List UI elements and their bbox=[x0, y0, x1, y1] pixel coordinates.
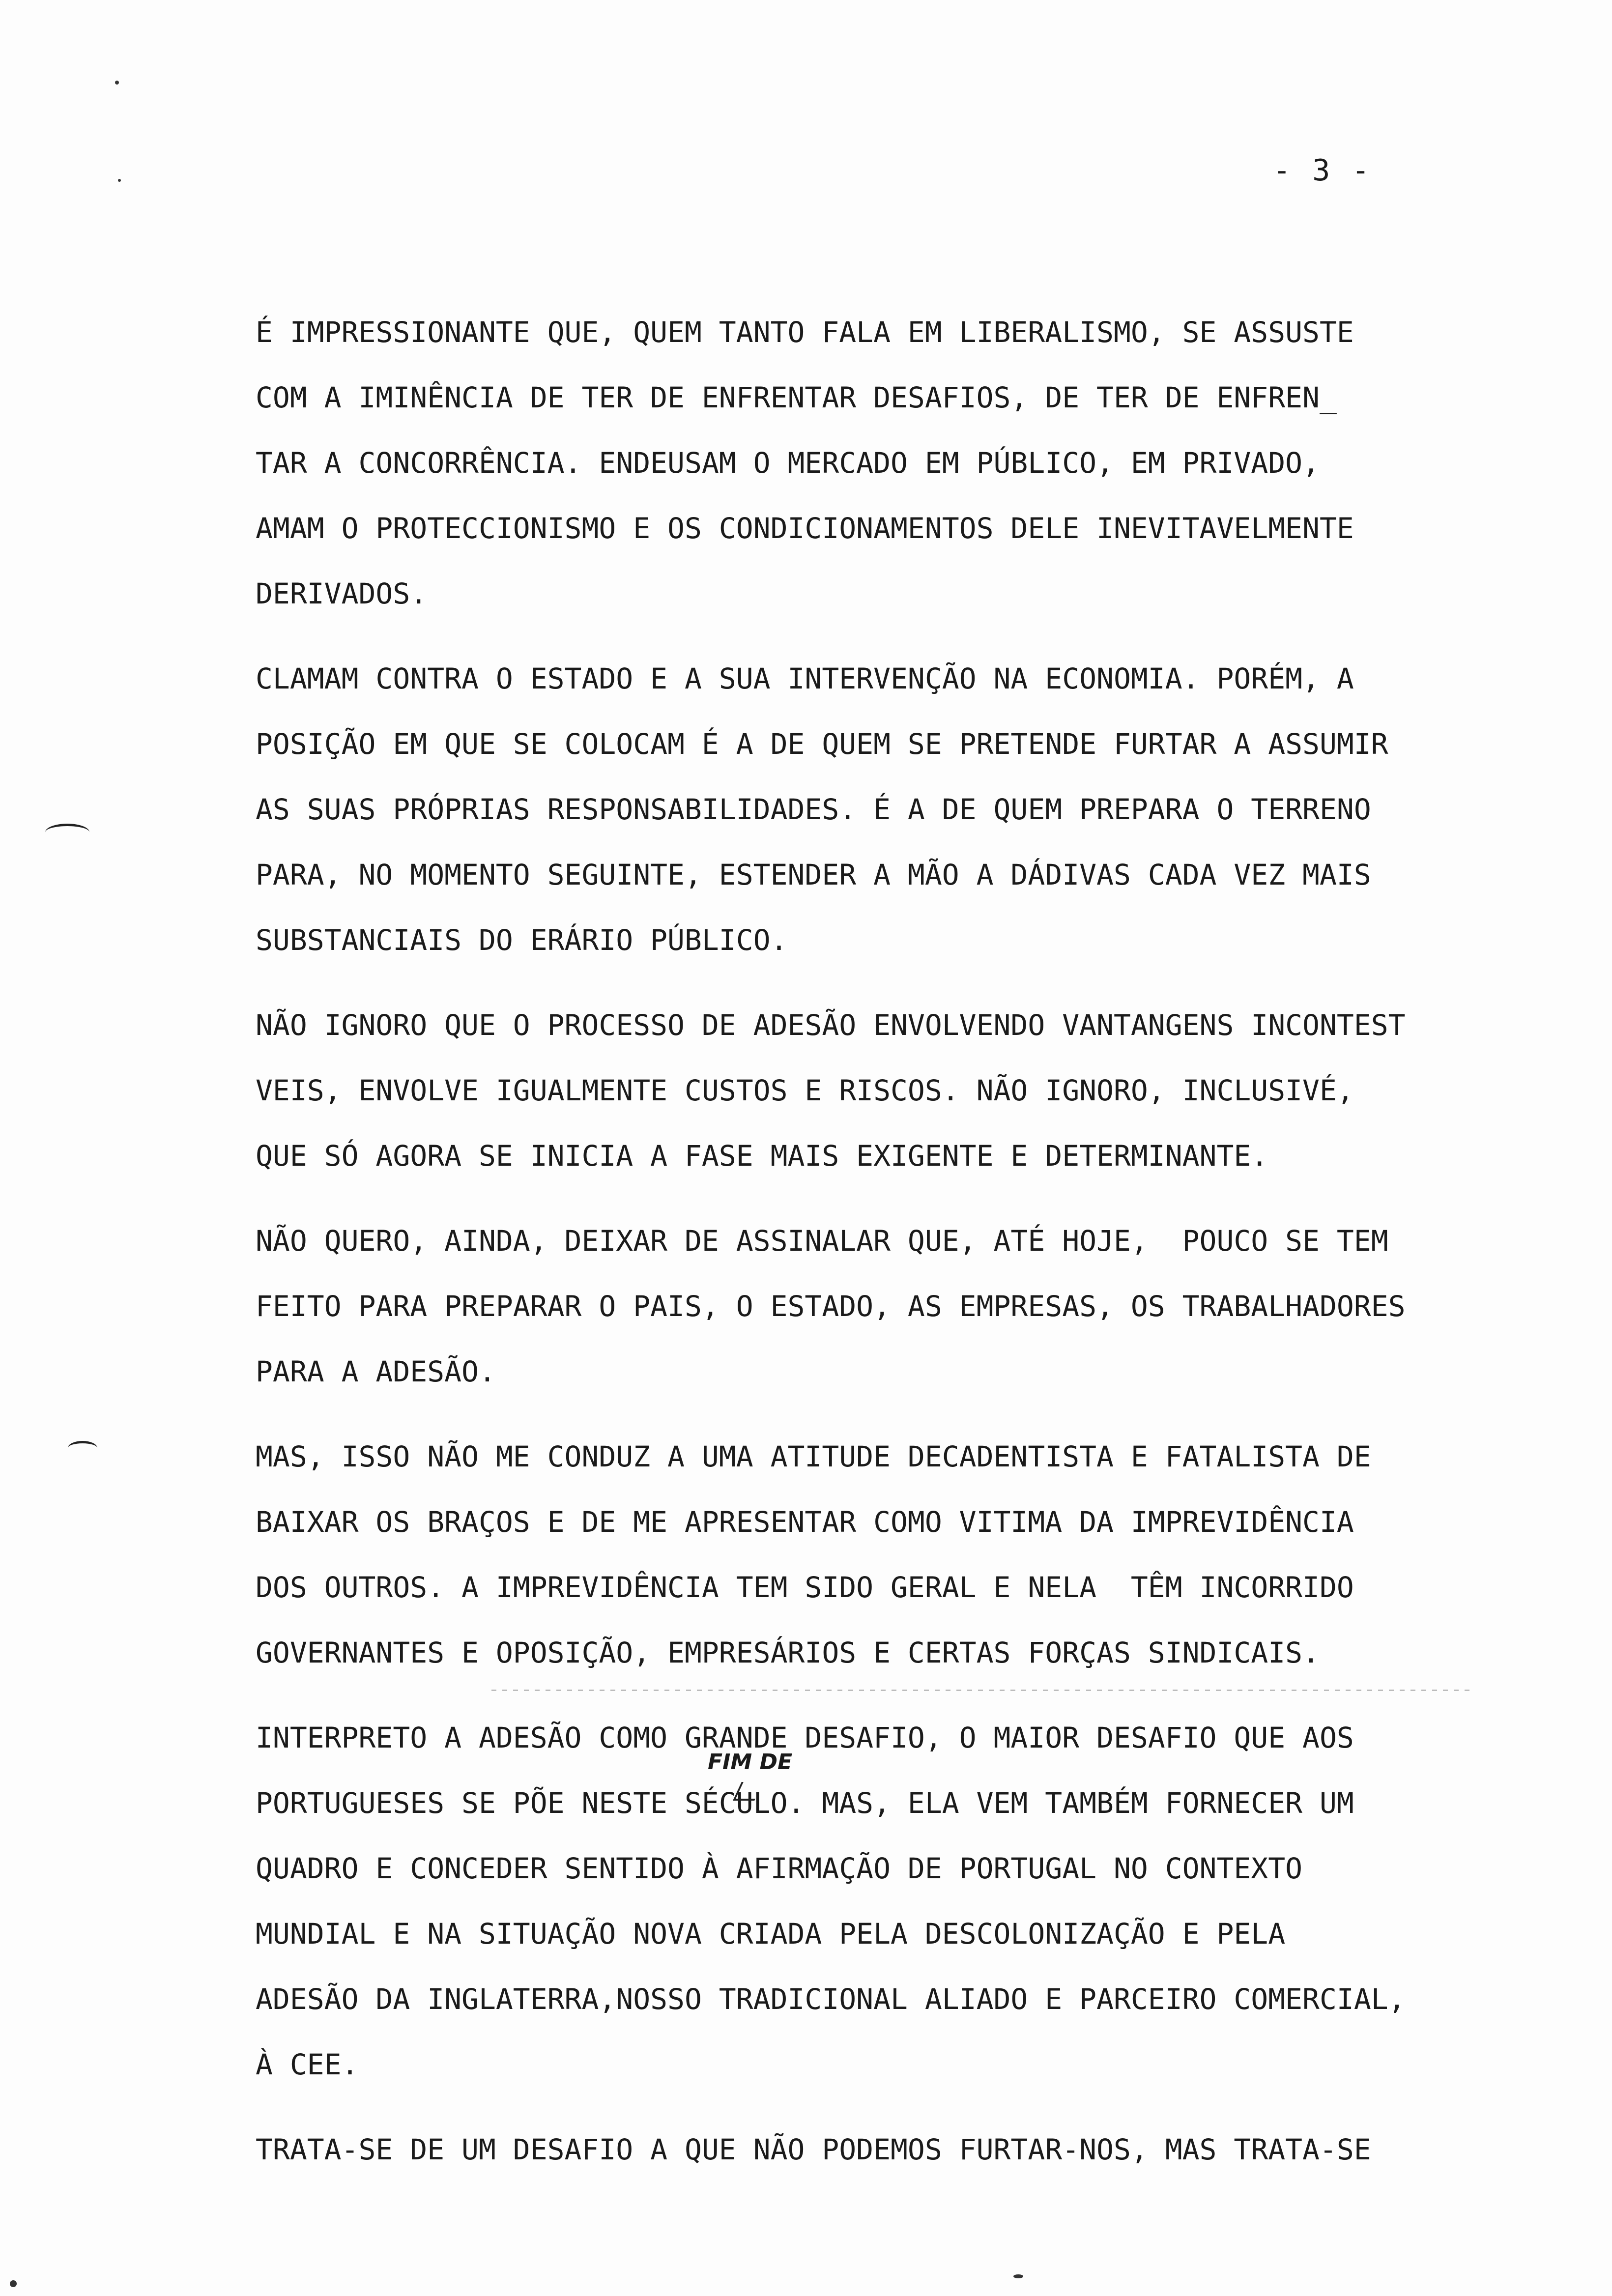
text-line: GOVERNANTES E OPOSIÇÃO, EMPRESÁRIOS E CERTAS FORÇAS SINDICAIS. bbox=[256, 1636, 1320, 1669]
scan-artifact-line bbox=[491, 1690, 1474, 1691]
text-line: AS SUAS PRÓPRIAS RESPONSABILIDADES. É A DE QUEM PREPARA O TERRENO bbox=[256, 793, 1371, 826]
paragraph bbox=[256, 1208, 1602, 1405]
text-line: FEITO PARA PREPARAR O PAIS, O ESTADO, AS EMPRESAS, OS TRABALHADORES bbox=[256, 1290, 1406, 1323]
paragraph bbox=[256, 2117, 1602, 2182]
text-line: À CEE. bbox=[256, 2048, 359, 2081]
text-line: QUE SÓ AGORA SE INICIA A FASE MAIS EXIGENTE E DETERMINANTE. bbox=[256, 1139, 1268, 1173]
text-line: DERIVADOS. bbox=[256, 577, 428, 610]
paragraph bbox=[256, 993, 1602, 1189]
margin-mark bbox=[68, 1441, 97, 1455]
text-line: NÃO IGNORO QUE O PROCESSO DE ADESÃO ENVOLVENDO VANTANGENS INCONTEST bbox=[256, 1008, 1406, 1042]
text-line: COM A IMINÊNCIA DE TER DE ENFRENTAR DESAFIOS, DE TER DE ENFREN_ bbox=[256, 381, 1337, 414]
paragraph bbox=[256, 1705, 1602, 2097]
text-line: PORTUGUESES SE PÕE NESTE SÉCULO. MAS, ELA VEM TAMBÉM FORNECER UM bbox=[256, 1786, 1354, 1820]
page-number: - 3 - bbox=[1273, 153, 1372, 188]
text-line: É IMPRESSIONANTE QUE, QUEM TANTO FALA EM LIBERALISMO, SE ASSUSTE bbox=[256, 316, 1354, 349]
scan-speck bbox=[115, 81, 119, 85]
text-line: NÃO QUERO, AINDA, DEIXAR DE ASSINALAR QUE, ATÉ HOJE, POUCO SE TEM bbox=[256, 1224, 1388, 1258]
text-line: DOS OUTROS. A IMPREVIDÊNCIA TEM SIDO GERAL E NELA TÊM INCORRIDO bbox=[256, 1571, 1354, 1604]
paragraph bbox=[256, 646, 1602, 973]
text-line: TRATA-SE DE UM DESAFIO A QUE NÃO PODEMOS FURTAR-NOS, MAS TRATA-SE bbox=[256, 2133, 1371, 2166]
text-line: MUNDIAL E NA SITUAÇÃO NOVA CRIADA PELA DESCOLONIZAÇÃO E PELA bbox=[256, 1917, 1286, 1951]
text-line: TAR A CONCORRÊNCIA. ENDEUSAM O MERCADO EM PÚBLICO, EM PRIVADO, bbox=[256, 446, 1320, 480]
scan-speck bbox=[10, 2280, 17, 2287]
scan-speck bbox=[1013, 2274, 1023, 2278]
text-line: PARA A ADESÃO. bbox=[256, 1355, 496, 1388]
text-line: BAIXAR OS BRAÇOS E DE ME APRESENTAR COMO VITIMA DA IMPREVIDÊNCIA bbox=[256, 1505, 1354, 1539]
text-line: ADESÃO DA INGLATERRA,NOSSO TRADICIONAL ALIADO E PARCEIRO COMERCIAL, bbox=[256, 1982, 1406, 2016]
paragraph bbox=[256, 300, 1602, 627]
handwritten-insert: FIM DE bbox=[708, 1750, 793, 1775]
paragraph bbox=[256, 1424, 1602, 1686]
text-line: QUADRO E CONCEDER SENTIDO À AFIRMAÇÃO DE PORTUGAL NO CONTEXTO bbox=[256, 1852, 1303, 1885]
text-line: VEIS, ENVOLVE IGUALMENTE CUSTOS E RISCOS. NÃO IGNORO, INCLUSIVÉ, bbox=[256, 1074, 1354, 1107]
margin-mark bbox=[45, 824, 89, 841]
body-text bbox=[256, 300, 1602, 2202]
text-line: POSIÇÃO EM QUE SE COLOCAM É A DE QUEM SE PRETENDE FURTAR A ASSUMIR bbox=[256, 727, 1388, 761]
text-line: MAS, ISSO NÃO ME CONDUZ A UMA ATITUDE DECADENTISTA E FATALISTA DE bbox=[256, 1440, 1371, 1473]
text-line: INTERPRETO A ADESÃO COMO GRANDE DESAFIO, O MAIOR DESAFIO QUE AOS bbox=[256, 1721, 1354, 1754]
text-line: SUBSTANCIAIS DO ERÁRIO PÚBLICO. bbox=[256, 923, 788, 957]
text-line: AMAM O PROTECCIONISMO E OS CONDICIONAMENTOS DELE INEVITAVELMENTE bbox=[256, 512, 1354, 545]
text-line: CLAMAM CONTRA O ESTADO E A SUA INTERVENÇÃO NA ECONOMIA. PORÉM, A bbox=[256, 662, 1354, 695]
text-line: PARA, NO MOMENTO SEGUINTE, ESTENDER A MÃO A DÁDIVAS CADA VEZ MAIS bbox=[256, 858, 1371, 891]
scan-speck bbox=[118, 179, 121, 182]
